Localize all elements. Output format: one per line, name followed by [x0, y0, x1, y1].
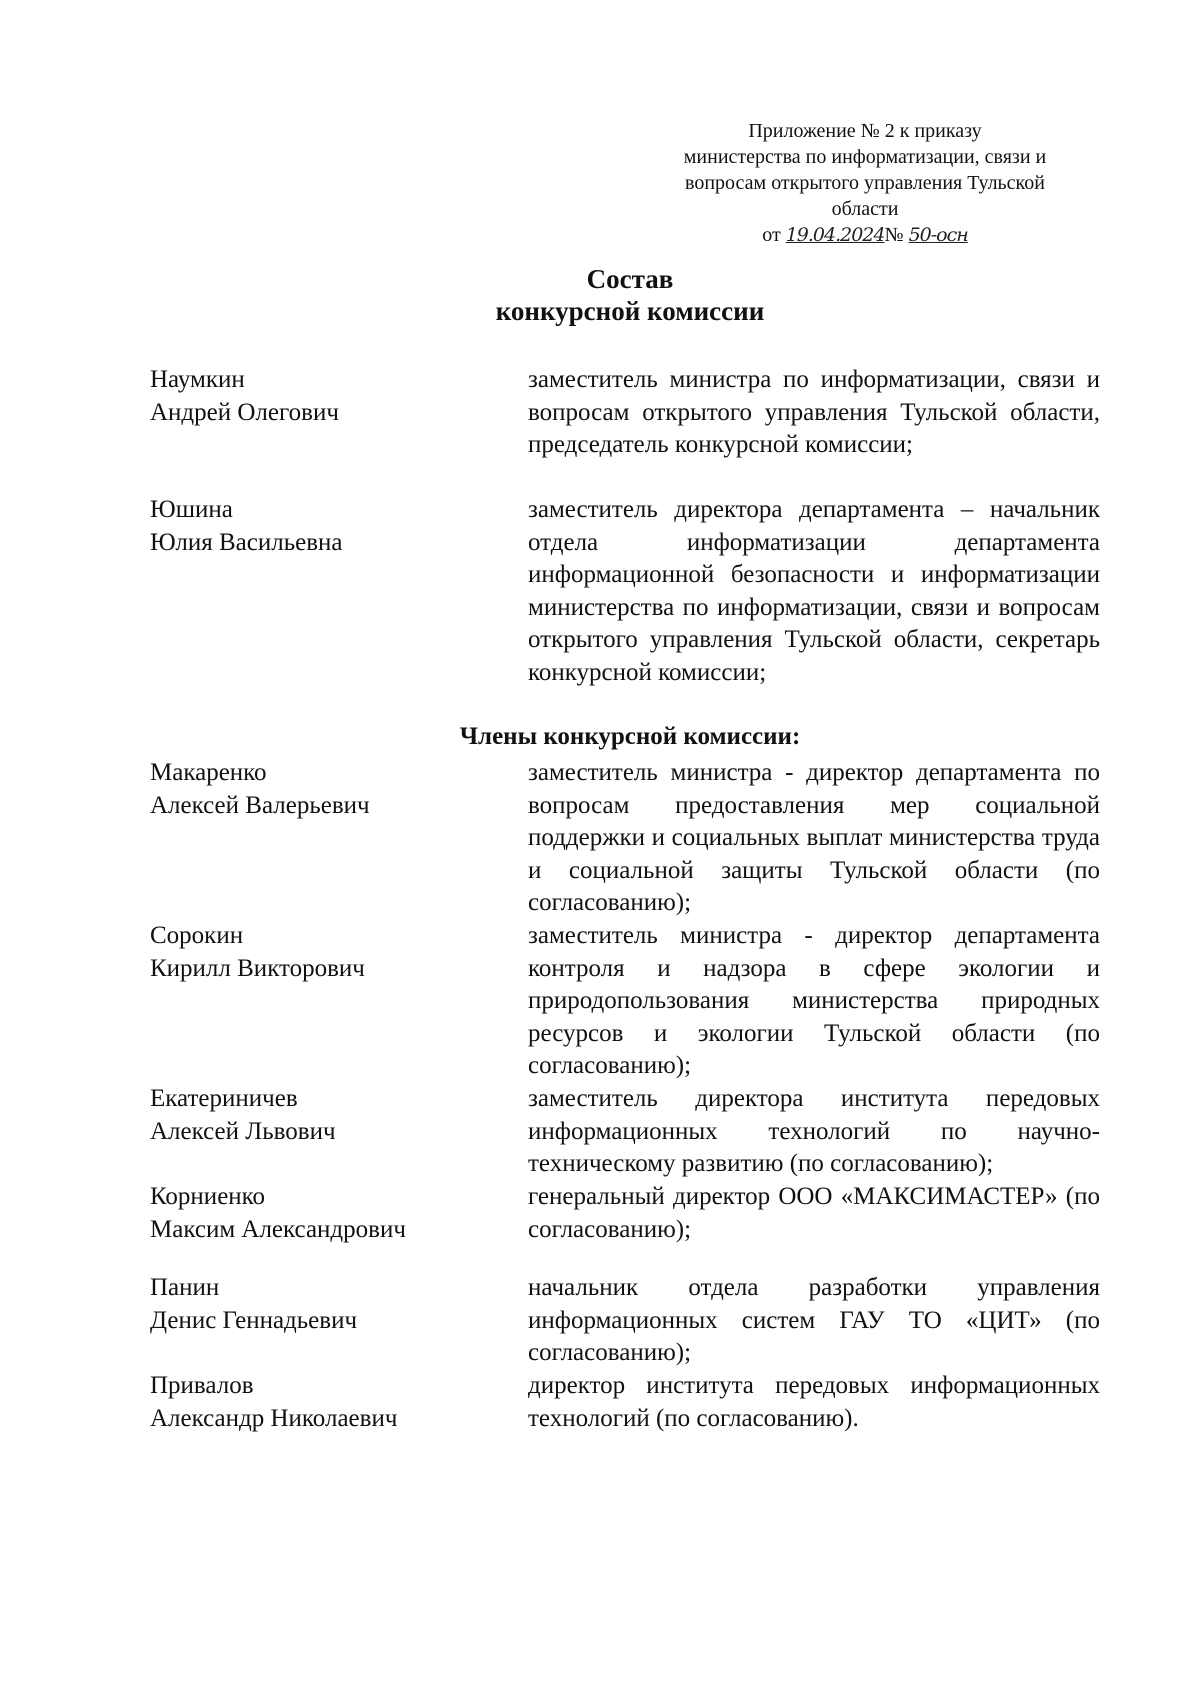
person-surname: Сорокин	[150, 922, 244, 949]
person-role: заместитель министра - директор департамента по вопросам предоставления мер социальной поддержки и социальных выплат министерства труда и социальной защиты Тульской области (по согласованию);	[528, 759, 1100, 916]
person-given-names: Кирилл Викторович	[150, 954, 365, 982]
person-given-names: Андрей Олегович	[150, 398, 339, 426]
person-name	[150, 920, 490, 985]
person-surname: Корниенко	[150, 1183, 266, 1210]
person-name	[150, 1181, 490, 1246]
person-surname: Макаренко	[150, 759, 267, 786]
person-given-names: Александр Николаевич	[150, 1404, 398, 1432]
members-heading: Члены конкурсной комиссии:	[459, 723, 801, 750]
person-surname: Екатериничев	[150, 1085, 298, 1112]
person-given-names: Юлия Васильевна	[150, 528, 343, 556]
person-name	[150, 364, 490, 429]
appendix-line: области	[831, 198, 899, 220]
person-role: заместитель министра по информатизации, связи и вопросам открытого управления Тульской области, председатель конкурсной комиссии;	[528, 366, 1100, 458]
document-title: Состав	[586, 264, 674, 294]
person-name	[150, 1272, 490, 1337]
person-surname: Наумкин	[150, 366, 245, 393]
number-prefix: №	[884, 224, 904, 246]
handwritten-number: 50-осн	[908, 224, 968, 246]
person-given-names: Денис Геннадьевич	[150, 1306, 358, 1334]
person-role: директор института передовых информационных технологий (по согласованию).	[528, 1372, 1100, 1432]
person-given-names: Алексей Валерьевич	[150, 791, 370, 819]
person-surname: Юшина	[150, 496, 233, 523]
person-name	[150, 1370, 490, 1435]
appendix-date-line	[650, 222, 1080, 248]
person-surname: Привалов	[150, 1372, 254, 1399]
appendix-header	[650, 118, 1080, 248]
appendix-line: министерства по информатизации, связи и	[683, 146, 1047, 168]
person-name	[150, 757, 490, 822]
handwritten-date: 19.04.2024	[785, 224, 885, 246]
person-role: генеральный директор ООО «МАКСИМАСТЕР» (по согласованию);	[528, 1183, 1100, 1243]
person-role: заместитель министра - директор департамента контроля и надзора в сфере экологии и природопользования министерства природных ресурсов и экологии Тульской области (по согласованию);	[528, 922, 1100, 1079]
appendix-line: вопросам открытого управления Тульской	[685, 172, 1045, 194]
appendix-line: Приложение № 2 к приказу	[748, 120, 982, 142]
person-given-names: Максим Александрович	[150, 1215, 406, 1243]
person-given-names: Алексей Львович	[150, 1117, 336, 1145]
person-name	[150, 494, 490, 559]
person-name	[150, 1083, 490, 1148]
person-role: начальник отдела разработки управления информационных систем ГАУ ТО «ЦИТ» (по согласованию);	[528, 1274, 1100, 1366]
person-role: заместитель директора института передовых информационных технологий по научно-техническому развитию (по согласованию);	[528, 1085, 1100, 1177]
person-surname: Панин	[150, 1274, 220, 1301]
document-subtitle: конкурсной комиссии	[495, 296, 765, 326]
person-role: заместитель директора департамента – начальник отдела информатизации департамента информационной безопасности и информатизации министерства по информатизации, связи и вопросам открытого управления Тульской области, секретарь конкурсной комиссии;	[528, 496, 1100, 686]
date-prefix: от	[762, 224, 781, 246]
